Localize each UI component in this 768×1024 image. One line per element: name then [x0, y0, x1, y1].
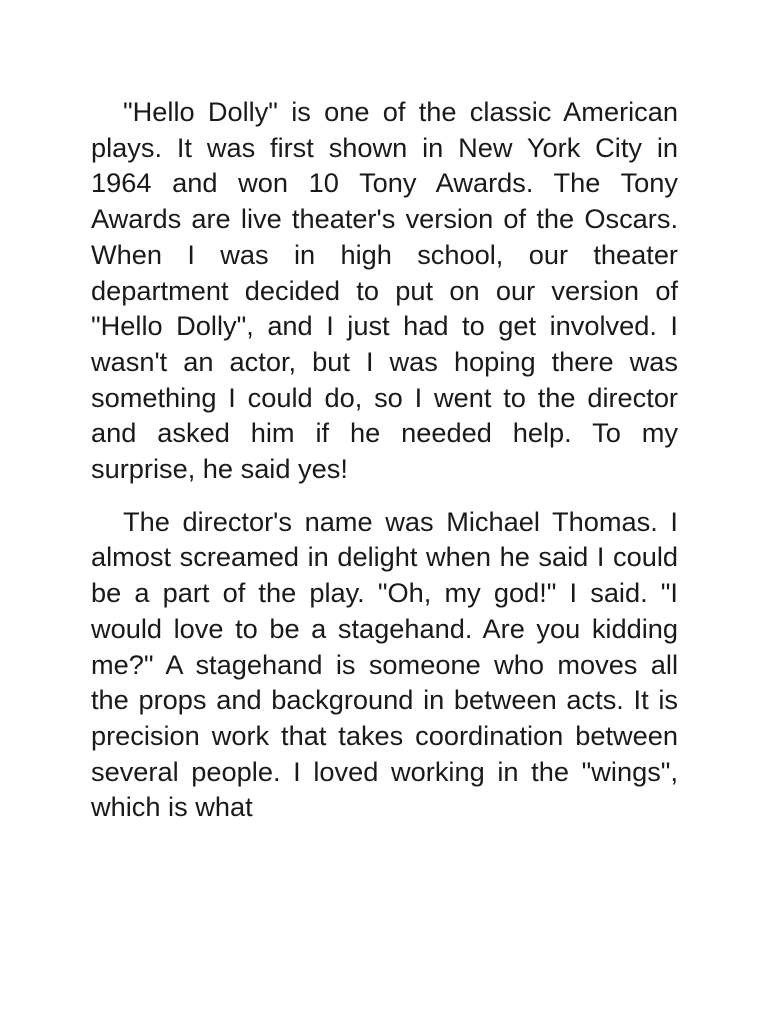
paragraph: "Hello Dolly" is one of the classic American plays. It was first shown in New York City in 1964 and won 10 Tony Awards. The Tony Awards are live theater's version of the Oscars. When I was in high school, our theater department decided to put on our version of "Hello Dolly", and I just had to get involved. I wasn't an actor, but I was hoping there was something I could do, so I went to the director and asked him if he needed help. To my surprise, he said yes! [91, 96, 678, 485]
paragraph: The director's name was Michael Thomas. I almost screamed in delight when he said I could be a part of the play. "Oh, my god!" I said. "I would love to be a stagehand. Are you kidding me?" A stagehand is someone who moves all the props and background in between acts. It is precision work that takes coordination between several people. I loved working in the "wings", which is what [91, 505, 678, 823]
document-page [91, 94, 678, 825]
